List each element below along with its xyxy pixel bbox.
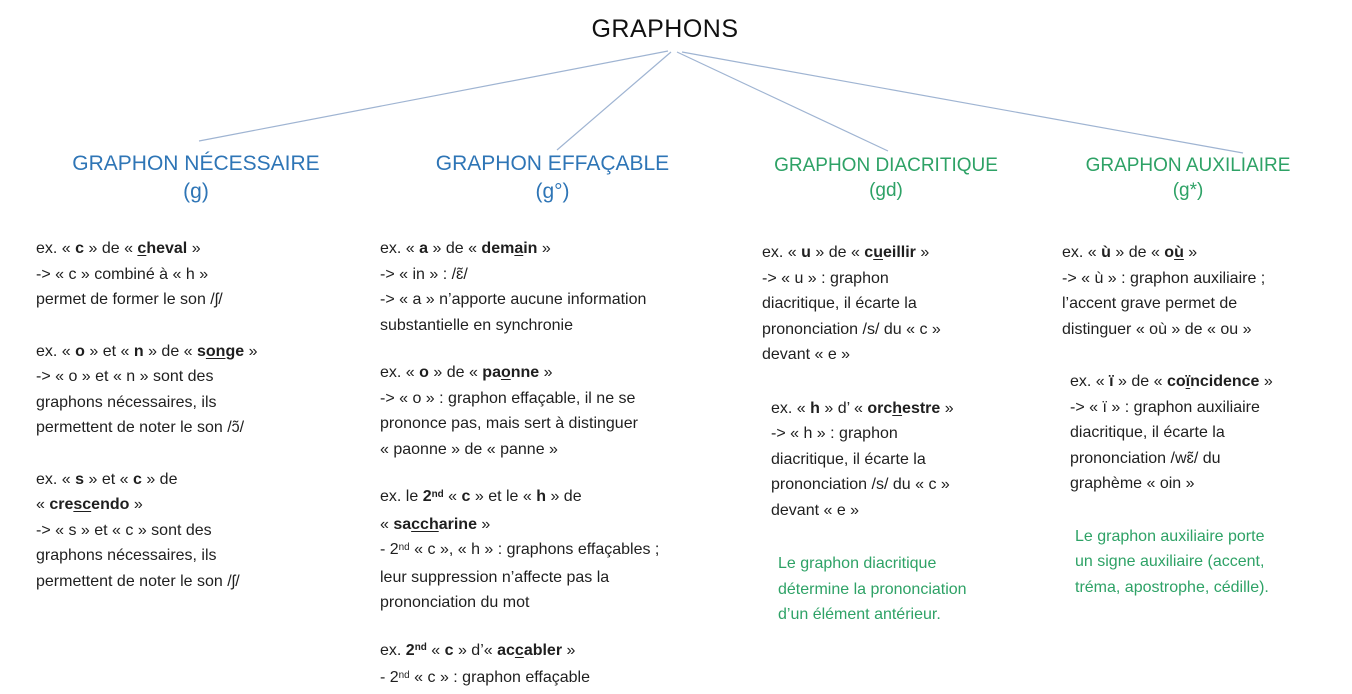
text-line bbox=[380, 665, 725, 693]
text-segment: » bbox=[476, 515, 491, 533]
text-segment: ex. « bbox=[1070, 373, 1110, 391]
text-segment: prononciation /wɛ̃/ du bbox=[1070, 449, 1221, 467]
text-segment: » bbox=[537, 240, 551, 258]
text-segment: 2 bbox=[405, 641, 415, 659]
text-line bbox=[1070, 471, 1314, 497]
text-segment: -> « u » : graphon bbox=[762, 269, 889, 287]
text-line bbox=[380, 360, 725, 386]
example-block bbox=[36, 339, 356, 441]
text-segment: Le graphon auxiliaire porte bbox=[1075, 527, 1265, 545]
example-block bbox=[36, 236, 356, 313]
text-line bbox=[36, 467, 356, 493]
text-line bbox=[380, 565, 725, 591]
text-line bbox=[36, 543, 356, 569]
text-segment: » de « bbox=[1110, 244, 1165, 262]
text-segment: sa bbox=[393, 515, 412, 533]
text-segment: permet de former le son /ʃ/ bbox=[36, 291, 223, 309]
text-line bbox=[1070, 420, 1314, 446]
column-heading bbox=[36, 150, 356, 205]
text-segment: détermine la prononciation bbox=[778, 580, 967, 598]
text-line bbox=[778, 551, 1010, 577]
text-line bbox=[36, 518, 356, 544]
text-segment: » bbox=[1183, 244, 1198, 262]
text-line bbox=[1062, 317, 1314, 343]
connector-line-necessaire bbox=[199, 51, 668, 141]
text-line bbox=[380, 411, 725, 437]
text-segment: ac bbox=[497, 641, 515, 659]
text-line bbox=[762, 240, 1010, 266]
text-segment: » bbox=[129, 496, 143, 514]
note-block bbox=[1075, 524, 1314, 601]
text-segment: c bbox=[444, 641, 454, 659]
text-line bbox=[380, 313, 725, 339]
text-segment: endo bbox=[91, 496, 130, 514]
text-segment: graphons nécessaires, ils bbox=[36, 393, 217, 411]
text-segment: -> « o » et « n » sont des bbox=[36, 368, 214, 386]
text-segment: c bbox=[132, 470, 142, 488]
column-title: GRAPHON DIACRITIQUE bbox=[774, 155, 998, 176]
text-segment: sc bbox=[73, 496, 92, 514]
column-heading bbox=[1062, 153, 1314, 203]
column-graphon-effacable bbox=[380, 150, 725, 694]
text-segment: prononciation /s/ du « c » bbox=[771, 476, 950, 494]
text-segment: » de « bbox=[810, 244, 865, 262]
text-segment: c bbox=[514, 641, 524, 659]
text-segment: ex. « bbox=[36, 240, 76, 258]
text-line bbox=[1062, 291, 1314, 317]
text-segment: -> « h » : graphon bbox=[771, 425, 898, 443]
text-segment: -> « s » et « c » sont des bbox=[36, 521, 212, 539]
text-segment: » bbox=[915, 244, 930, 262]
example-block bbox=[380, 360, 725, 462]
text-segment: leur suppression n’affecte pas la bbox=[380, 568, 610, 586]
text-line bbox=[36, 364, 356, 390]
text-line bbox=[36, 569, 356, 595]
connector-line-auxiliaire bbox=[682, 52, 1243, 153]
text-segment: -> « in » : /ɛ̃/ bbox=[380, 265, 468, 283]
text-line bbox=[778, 602, 1010, 628]
text-line bbox=[762, 317, 1010, 343]
text-segment: nd bbox=[414, 642, 427, 654]
text-segment: a bbox=[419, 240, 429, 258]
text-segment: -> « ï » : graphon auxiliaire bbox=[1070, 398, 1260, 416]
text-segment: a bbox=[514, 240, 524, 258]
text-segment: graphons nécessaires, ils bbox=[36, 547, 217, 565]
text-line bbox=[1062, 266, 1314, 292]
text-segment: h bbox=[536, 488, 547, 506]
text-segment: nd bbox=[431, 488, 444, 500]
text-line bbox=[36, 262, 356, 288]
text-segment: c bbox=[864, 244, 874, 262]
text-segment: » de « bbox=[428, 364, 483, 382]
text-segment: » bbox=[244, 342, 258, 360]
text-segment: » et « bbox=[84, 342, 134, 360]
text-segment: » bbox=[1259, 373, 1273, 391]
text-segment: » d’« bbox=[453, 641, 498, 659]
text-segment: nd bbox=[398, 669, 410, 681]
text-segment: ex. « bbox=[36, 342, 76, 360]
text-segment: u bbox=[801, 244, 811, 262]
text-segment: ge bbox=[225, 342, 245, 360]
text-segment: prononciation du mot bbox=[380, 594, 530, 612]
text-segment: « paonne » de « panne » bbox=[380, 440, 558, 458]
text-line bbox=[36, 236, 356, 262]
text-segment: » bbox=[539, 364, 553, 382]
text-segment: 2 bbox=[422, 488, 432, 506]
text-line bbox=[762, 291, 1010, 317]
column-title: GRAPHON NÉCESSAIRE bbox=[72, 152, 320, 175]
text-segment: ex. « bbox=[1062, 244, 1102, 262]
text-line bbox=[1070, 395, 1314, 421]
text-segment: ï bbox=[1185, 373, 1191, 391]
text-segment: dem bbox=[481, 240, 515, 258]
example-block bbox=[380, 484, 725, 616]
text-segment: s bbox=[75, 470, 85, 488]
text-segment: nd bbox=[398, 541, 410, 553]
text-segment: « bbox=[36, 496, 50, 514]
text-segment: in bbox=[523, 240, 538, 258]
text-line bbox=[380, 262, 725, 288]
column-symbol: (g°) bbox=[535, 179, 570, 203]
text-segment: l’accent grave permet de bbox=[1062, 295, 1238, 313]
text-segment: » d’ « bbox=[819, 399, 868, 417]
text-line bbox=[380, 512, 725, 538]
text-line bbox=[1062, 240, 1314, 266]
text-segment: ï bbox=[1109, 373, 1114, 391]
text-segment: Le graphon diacritique bbox=[778, 555, 937, 573]
text-segment: ù bbox=[1101, 244, 1111, 262]
text-line bbox=[1075, 549, 1314, 575]
column-graphon-necessaire bbox=[36, 150, 356, 620]
text-segment: ex. bbox=[380, 641, 406, 659]
text-line bbox=[1070, 446, 1314, 472]
text-line bbox=[771, 421, 1010, 447]
text-segment: pa bbox=[482, 364, 501, 382]
text-segment: ex. le bbox=[380, 488, 423, 506]
text-segment: diacritique, il écarte la bbox=[762, 295, 917, 313]
text-segment: » de « bbox=[1113, 373, 1167, 391]
text-segment: -> « a » n’apporte aucune information bbox=[380, 291, 647, 309]
text-segment: ex. « bbox=[762, 244, 802, 262]
example-block bbox=[380, 236, 725, 338]
text-line bbox=[380, 236, 725, 262]
column-blocks bbox=[1062, 240, 1314, 600]
text-segment: c bbox=[137, 240, 147, 258]
text-segment: n bbox=[133, 342, 144, 360]
text-line bbox=[771, 447, 1010, 473]
text-line bbox=[762, 266, 1010, 292]
text-segment: « c », « h » : graphons effaçables ; bbox=[409, 541, 660, 559]
column-symbol: (g*) bbox=[1172, 180, 1204, 202]
text-line bbox=[36, 287, 356, 313]
text-segment: » de « bbox=[143, 342, 197, 360]
text-segment: c bbox=[461, 488, 471, 506]
text-segment: nne bbox=[510, 364, 540, 382]
text-segment: h bbox=[810, 399, 820, 417]
example-block bbox=[762, 240, 1010, 368]
text-segment: o bbox=[500, 364, 511, 382]
text-segment: » de bbox=[141, 470, 178, 488]
text-line bbox=[778, 577, 1010, 603]
column-graphon-auxiliaire bbox=[1062, 153, 1314, 627]
text-segment: distinguer « où » de « ou » bbox=[1062, 320, 1252, 338]
text-line bbox=[771, 396, 1010, 422]
text-segment: » et « bbox=[84, 470, 133, 488]
text-segment: devant « e » bbox=[771, 501, 860, 519]
column-blocks bbox=[762, 240, 1010, 628]
text-segment: » bbox=[562, 641, 576, 659]
text-segment: ex. « bbox=[380, 240, 420, 258]
text-segment: c bbox=[75, 240, 85, 258]
text-line bbox=[36, 390, 356, 416]
column-symbol: (g) bbox=[183, 179, 209, 203]
text-segment: eillir bbox=[882, 244, 916, 262]
text-segment: prononciation /s/ du « c » bbox=[762, 320, 941, 338]
text-line bbox=[380, 386, 725, 412]
text-segment: permettent de noter le son /ɔ̃/ bbox=[36, 419, 245, 437]
text-segment: devant « e » bbox=[762, 346, 851, 364]
text-line bbox=[380, 484, 725, 512]
text-line bbox=[380, 537, 725, 565]
text-segment: graphème « oin » bbox=[1070, 475, 1195, 493]
text-segment: on bbox=[205, 342, 226, 360]
text-segment: tréma, apostrophe, cédille). bbox=[1075, 578, 1269, 596]
text-line bbox=[380, 638, 725, 666]
example-block bbox=[1062, 240, 1314, 342]
text-segment: - 2 bbox=[380, 541, 399, 559]
text-segment: » de bbox=[546, 488, 582, 506]
text-segment: » bbox=[940, 399, 954, 417]
text-segment: ncidence bbox=[1190, 373, 1260, 391]
column-heading bbox=[762, 153, 1010, 203]
column-title: GRAPHON AUXILIAIRE bbox=[1085, 155, 1291, 176]
text-line bbox=[36, 415, 356, 441]
text-segment: substantielle en synchronie bbox=[380, 316, 574, 334]
text-segment: « bbox=[426, 641, 445, 659]
column-symbol: (gd) bbox=[869, 180, 903, 202]
text-segment: co bbox=[1166, 373, 1186, 391]
example-block bbox=[36, 467, 356, 595]
text-segment: ex. « bbox=[36, 470, 76, 488]
text-line bbox=[36, 492, 356, 518]
example-block bbox=[380, 638, 725, 693]
text-segment: cch bbox=[411, 515, 439, 533]
column-blocks bbox=[36, 236, 356, 594]
text-segment: -> « o » : graphon effaçable, il ne se bbox=[380, 389, 636, 407]
text-segment: permettent de noter le son /ʃ/ bbox=[36, 572, 240, 590]
text-segment: cre bbox=[49, 496, 74, 514]
note-block bbox=[778, 551, 1010, 628]
text-segment: arine bbox=[438, 515, 477, 533]
text-segment: « bbox=[443, 488, 462, 506]
text-line bbox=[771, 472, 1010, 498]
text-segment: - 2 bbox=[380, 669, 399, 687]
text-line bbox=[36, 339, 356, 365]
text-segment: diacritique, il écarte la bbox=[1070, 424, 1225, 442]
text-segment: » et le « bbox=[470, 488, 537, 506]
column-heading bbox=[380, 150, 725, 205]
text-segment: ex. « bbox=[771, 399, 811, 417]
column-title: GRAPHON EFFAÇABLE bbox=[435, 152, 670, 175]
text-segment: « c » : graphon effaçable bbox=[409, 669, 590, 687]
text-segment: o bbox=[1164, 244, 1175, 262]
text-segment: un signe auxiliaire (accent, bbox=[1075, 553, 1265, 571]
text-segment: d’un élément antérieur. bbox=[778, 606, 941, 624]
text-segment: ù bbox=[1174, 244, 1184, 262]
column-blocks bbox=[380, 236, 725, 693]
text-segment: h bbox=[892, 399, 903, 417]
text-segment: prononce pas, mais sert à distinguer bbox=[380, 415, 638, 433]
column-graphon-diacritique bbox=[762, 153, 1010, 656]
text-segment: orc bbox=[867, 399, 893, 417]
text-segment: o bbox=[419, 364, 429, 382]
text-line bbox=[380, 287, 725, 313]
text-segment: » de « bbox=[84, 240, 138, 258]
text-line bbox=[762, 342, 1010, 368]
text-segment: » de « bbox=[428, 240, 482, 258]
text-segment: » bbox=[187, 240, 201, 258]
text-segment: ex. « bbox=[380, 364, 420, 382]
text-line bbox=[380, 590, 725, 616]
text-segment: abler bbox=[523, 641, 563, 659]
text-segment: -> « ù » : graphon auxiliaire ; bbox=[1062, 269, 1266, 287]
text-line bbox=[771, 498, 1010, 524]
text-segment: s bbox=[197, 342, 206, 360]
text-line bbox=[380, 437, 725, 463]
text-line bbox=[1070, 369, 1314, 395]
text-segment: heval bbox=[146, 240, 188, 258]
text-segment: « bbox=[380, 515, 394, 533]
text-segment: estre bbox=[902, 399, 941, 417]
example-block bbox=[1070, 369, 1314, 497]
text-segment: o bbox=[75, 342, 85, 360]
text-segment: -> « c » combiné à « h » bbox=[36, 265, 209, 283]
text-segment: u bbox=[873, 244, 883, 262]
text-segment: diacritique, il écarte la bbox=[771, 450, 926, 468]
connector-line-diacritique bbox=[677, 52, 888, 151]
text-line bbox=[1075, 575, 1314, 601]
connector-line-effacable bbox=[557, 52, 671, 150]
example-block bbox=[771, 396, 1010, 524]
diagram-title: GRAPHONS bbox=[591, 15, 739, 43]
text-line bbox=[1075, 524, 1314, 550]
